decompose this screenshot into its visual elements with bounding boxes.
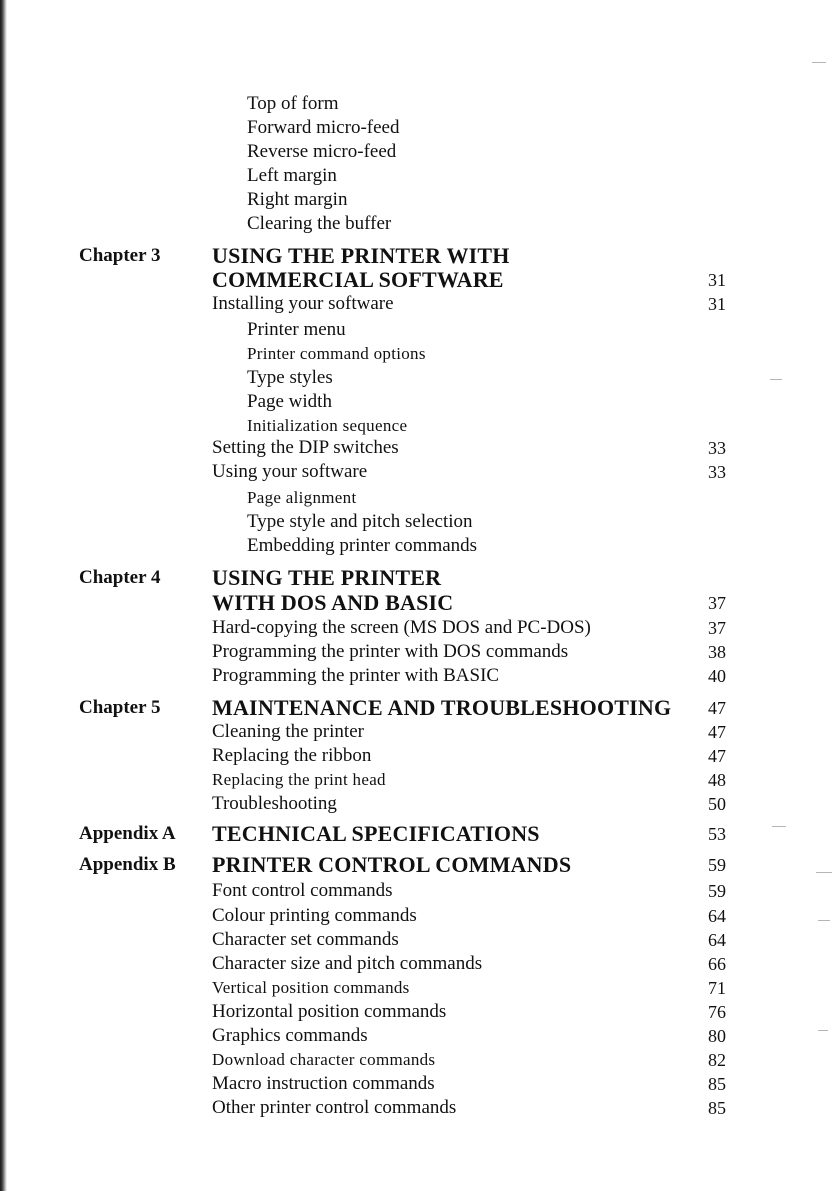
scan-speck — [812, 62, 826, 63]
entry-title: Initialization sequence — [247, 416, 408, 435]
chapter-label: Chapter 3 — [79, 245, 161, 266]
scan-speck — [770, 379, 782, 380]
entry-title: Setting the DIP switches — [212, 437, 399, 458]
toc-subentry-row — [0, 140, 840, 164]
chapter-title: MAINTENANCE AND TROUBLESHOOTING — [212, 695, 672, 720]
page-number: 50 — [708, 794, 726, 814]
entry-title: Top of form — [247, 93, 339, 114]
entry-title: Right margin — [247, 189, 348, 210]
toc-entry-row — [0, 616, 840, 640]
entry-title: Using your software — [212, 461, 368, 482]
entry-title: Troubleshooting — [212, 793, 337, 814]
entry-title: Colour printing commands — [212, 905, 417, 926]
page-number: 33 — [708, 438, 726, 458]
page-number: 31 — [708, 270, 726, 290]
chapter-title: PRINTER CONTROL COMMANDS — [212, 852, 572, 877]
entry-title: Vertical position commands — [212, 978, 410, 997]
toc-subentry-row — [0, 510, 840, 534]
entry-title: Hard-copying the screen (MS DOS and PC-DOS) — [212, 617, 591, 638]
page-number: 47 — [708, 698, 726, 718]
page-number: 31 — [708, 294, 726, 314]
toc-entry-row — [0, 1000, 840, 1024]
page-number: 59 — [708, 881, 726, 901]
entry-title: Programming the printer with DOS commands — [212, 641, 569, 662]
entry-title: Installing your software — [212, 293, 394, 314]
toc-heading-row — [0, 822, 840, 846]
toc-entry-row — [0, 928, 840, 952]
toc-entry-row — [0, 1072, 840, 1096]
toc-subentry-row — [0, 390, 840, 414]
toc-entry-row — [0, 720, 840, 744]
toc-heading-row — [0, 591, 840, 615]
toc-subentry-row — [0, 212, 840, 236]
entry-title: Left margin — [247, 165, 337, 186]
toc-subentry-row — [0, 164, 840, 188]
toc-subentry-row — [0, 366, 840, 390]
page-number: 37 — [708, 593, 726, 613]
entry-title: Type styles — [247, 367, 333, 388]
entry-title: Page width — [247, 391, 332, 412]
page-number: 80 — [708, 1026, 726, 1046]
page-number: 47 — [708, 722, 726, 742]
chapter-label: Chapter 5 — [79, 697, 161, 718]
page-number: 40 — [708, 666, 726, 686]
toc-heading-row — [0, 853, 840, 877]
chapter-title: WITH DOS AND BASIC — [212, 590, 454, 615]
toc-subentry-row — [0, 92, 840, 116]
entry-title: Clearing the buffer — [247, 213, 392, 234]
page-number: 71 — [708, 978, 726, 998]
toc-entry-row — [0, 904, 840, 928]
entry-title: Horizontal position commands — [212, 1001, 447, 1022]
entry-title: Graphics commands — [212, 1025, 368, 1046]
toc-entry-row — [0, 1096, 840, 1120]
toc-entry-row — [0, 792, 840, 816]
page-number: 53 — [708, 824, 726, 844]
page-number: 47 — [708, 746, 726, 766]
entry-title: Programming the printer with BASIC — [212, 665, 500, 686]
entry-title: Printer menu — [247, 319, 346, 340]
toc-heading-row — [0, 696, 840, 720]
page-number: 66 — [708, 954, 726, 974]
entry-title: Forward micro-feed — [247, 117, 400, 138]
page-number: 48 — [708, 770, 726, 790]
toc-entry-row — [0, 436, 840, 460]
page-number: 64 — [708, 930, 726, 950]
chapter-label: Appendix B — [79, 854, 176, 875]
entry-title: Font control commands — [212, 880, 393, 901]
toc-entry-row — [0, 460, 840, 484]
toc-entry-row — [0, 292, 840, 316]
entry-title: Replacing the print head — [212, 770, 386, 789]
chapter-title: USING THE PRINTER WITH — [212, 243, 510, 268]
entry-title: Cleaning the printer — [212, 721, 364, 742]
toc-entry-row — [0, 976, 840, 1000]
toc-entry-row — [0, 664, 840, 688]
toc-subentry-row — [0, 116, 840, 140]
chapter-label: Chapter 4 — [79, 567, 161, 588]
page-number: 38 — [708, 642, 726, 662]
chapter-label: Appendix A — [79, 823, 176, 844]
entry-title: Character set commands — [212, 929, 399, 950]
scan-speck — [818, 920, 830, 921]
entry-title: Macro instruction commands — [212, 1073, 435, 1094]
toc-entry-row — [0, 879, 840, 903]
page-number: 85 — [708, 1098, 726, 1118]
chapter-title: COMMERCIAL SOFTWARE — [212, 267, 504, 292]
scan-speck — [772, 826, 786, 827]
page-number: 64 — [708, 906, 726, 926]
toc-entry-row — [0, 1024, 840, 1048]
toc-subentry-row — [0, 414, 840, 438]
toc-subentry-row — [0, 534, 840, 558]
toc-heading-row — [0, 566, 840, 590]
page-number: 76 — [708, 1002, 726, 1022]
entry-title: Download character commands — [212, 1050, 436, 1069]
chapter-title: TECHNICAL SPECIFICATIONS — [212, 821, 540, 846]
toc-entry-row — [0, 744, 840, 768]
scan-speck — [816, 872, 832, 873]
toc-entry-row — [0, 1048, 840, 1072]
entry-title: Printer command options — [247, 344, 426, 363]
toc-subentry-row — [0, 486, 840, 510]
toc-subentry-row — [0, 318, 840, 342]
page-number: 82 — [708, 1050, 726, 1070]
toc-heading-row — [0, 244, 840, 268]
entry-title: Page alignment — [247, 488, 357, 507]
entry-title: Embedding printer commands — [247, 535, 478, 556]
toc-heading-row — [0, 268, 840, 292]
entry-title: Other printer control commands — [212, 1097, 457, 1118]
toc-subentry-row — [0, 188, 840, 212]
entry-title: Reverse micro-feed — [247, 141, 397, 162]
entry-title: Character size and pitch commands — [212, 953, 483, 974]
toc-entry-row — [0, 640, 840, 664]
page-number: 33 — [708, 462, 726, 482]
entry-title: Replacing the ribbon — [212, 745, 372, 766]
scan-speck — [818, 1030, 828, 1031]
toc-entry-row — [0, 768, 840, 792]
entry-title: Type style and pitch selection — [247, 511, 473, 532]
chapter-title: USING THE PRINTER — [212, 565, 442, 590]
page-number: 37 — [708, 618, 726, 638]
toc-entry-row — [0, 952, 840, 976]
page-number: 85 — [708, 1074, 726, 1094]
page-number: 59 — [708, 855, 726, 875]
toc-subentry-row — [0, 342, 840, 366]
